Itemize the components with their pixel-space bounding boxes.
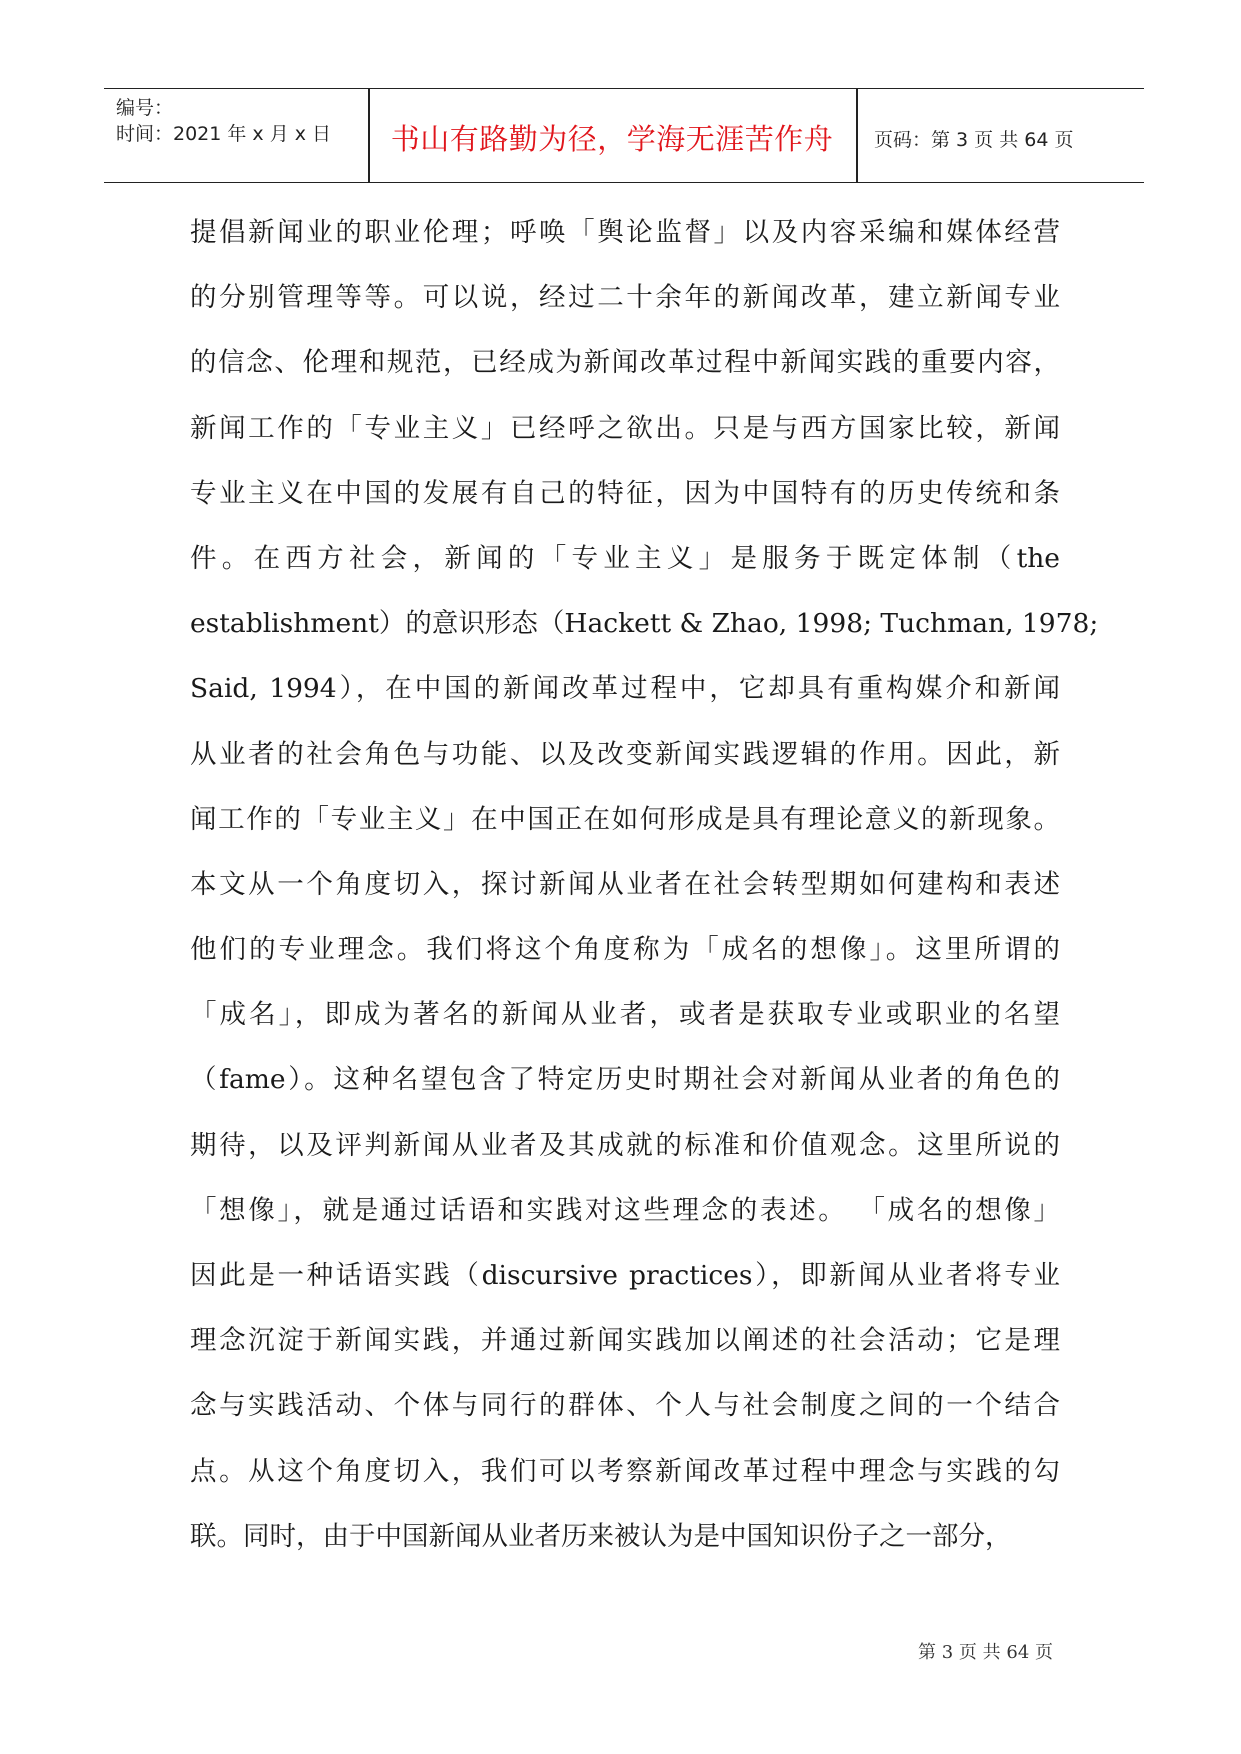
text-line: Said, 1994），在中国的新闻改革过程中，它却具有重构媒介和新闻 (190, 673, 1060, 705)
body-text (190, 200, 1099, 1569)
text-line: （fame）。这种名望包含了特定历史时期社会对新闻从业者的角色的 (190, 1064, 1060, 1096)
text-line: 点。从这个角度切入，我们可以考察新闻改革过程中理念与实践的勾 (190, 1455, 1060, 1487)
text-line: 他们的专业理念。我们将这个角度称为「成名的想像」。这里所谓的 (190, 934, 1060, 966)
document-code-label: 编号： (116, 97, 174, 119)
text-line: 提倡新闻业的职业伦理；呼唤「舆论监督」以及内容采编和媒体经营 (190, 217, 1060, 248)
header-divider-right (856, 89, 858, 182)
text-line: 期待，以及评判新闻从业者及其成就的标准和价值观念。这里所说的 (190, 1129, 1060, 1161)
text-line: 因此是一种话语实践（discursive practices），即新闻从业者将专业 (190, 1260, 1060, 1291)
text-line: 理念沉淀于新闻实践，并通过新闻实践加以阐述的社会活动；它是理 (190, 1325, 1060, 1357)
text-line: 联。同时，由于中国新闻从业者历来被认为是中国知识份子之一部分， (190, 1520, 1012, 1552)
text-line: 念与实践活动、个体与同行的群体、个人与社会制度之间的一个结合 (190, 1390, 1060, 1422)
text-line: 件。在西方社会，新闻的「专业主义」是服务于既定体制（the (190, 542, 1060, 574)
text-line: establishment）的意识形态（Hackett & Zhao, 1998; Tuchman, 1978; (190, 608, 1099, 640)
document-date: 时间：2021 年 x 月 x 日 (116, 123, 332, 145)
page-header (104, 88, 1144, 183)
text-line: 从业者的社会角色与功能、以及改变新闻实践逻辑的作用。因此，新 (190, 738, 1060, 770)
text-line: 「成名」，即成为著名的新闻从业者，或者是获取专业或职业的名望 (190, 999, 1060, 1031)
page-footer: 第 3 页 共 64 页 (918, 1642, 1053, 1663)
header-page-info: 页码：第 3 页 共 64 页 (874, 129, 1074, 151)
text-line: 专业主义在中国的发展有自己的特征，因为中国特有的历史传统和条 (190, 477, 1060, 509)
text-line: 闻工作的「专业主义」在中国正在如何形成是具有理论意义的新现象。 (190, 803, 1060, 835)
text-line: 「想像」，就是通过话语和实践对这些理念的表述。 「成名的想像」 (190, 1194, 1060, 1226)
header-motto: 书山有路勤为径，学海无涯苦作舟 (390, 122, 834, 156)
text-line: 本文从一个角度切入，探讨新闻从业者在社会转型期如何建构和表述 (190, 868, 1060, 900)
text-line: 的分别管理等等。可以说，经过二十余年的新闻改革，建立新闻专业 (190, 282, 1060, 314)
text-line: 新闻工作的「专业主义」已经呼之欲出。只是与西方国家比较，新闻 (190, 412, 1060, 444)
text-line: 的信念、伦理和规范，已经成为新闻改革过程中新闻实践的重要内容， (190, 347, 1060, 379)
